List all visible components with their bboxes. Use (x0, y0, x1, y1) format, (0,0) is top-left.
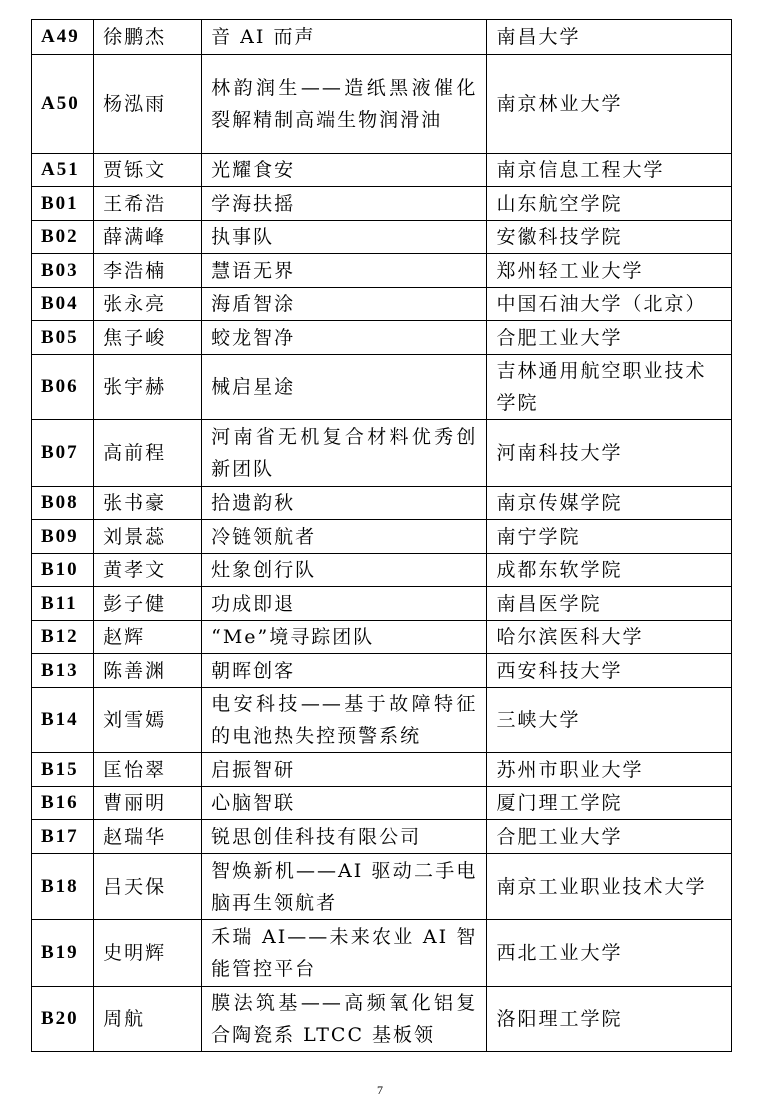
person-name: 吕天保 (94, 854, 202, 920)
table-row (32, 820, 732, 854)
row-number: B13 (32, 654, 94, 688)
row-number: B08 (32, 487, 94, 520)
team-name: 学海扶摇 (202, 187, 487, 221)
team-name: 锐思创佳科技有限公司 (202, 820, 487, 854)
person-name: 张宇赫 (94, 355, 202, 420)
table-row (32, 254, 732, 288)
table-row (32, 554, 732, 587)
table-row (32, 520, 732, 554)
row-number: B03 (32, 254, 94, 288)
team-name: 械启星途 (202, 355, 487, 420)
table-row (32, 154, 732, 187)
table-row (32, 621, 732, 654)
row-number: B12 (32, 621, 94, 654)
table-row (32, 187, 732, 221)
table-row (32, 688, 732, 753)
table-row (32, 854, 732, 920)
row-number: A50 (32, 55, 94, 154)
team-name: 海盾智涂 (202, 288, 487, 321)
team-name: 电安科技——基于故障特征的电池热失控预警系统 (202, 688, 487, 753)
row-number: B02 (32, 221, 94, 254)
row-number: B15 (32, 753, 94, 787)
school-name: 苏州市职业大学 (487, 753, 732, 787)
team-name: 膜法筑基——高频氧化铝复合陶瓷系 LTCC 基板领 (202, 987, 487, 1052)
team-name: 光耀食安 (202, 154, 487, 187)
row-number: B07 (32, 420, 94, 487)
row-number: B20 (32, 987, 94, 1052)
school-name: 南昌大学 (487, 20, 732, 55)
school-name: 河南科技大学 (487, 420, 732, 487)
team-name: “Me”境寻踪团队 (202, 621, 487, 654)
team-name: 心脑智联 (202, 787, 487, 820)
person-name: 彭子健 (94, 587, 202, 621)
person-name: 徐鹏杰 (94, 20, 202, 55)
row-number: B14 (32, 688, 94, 753)
row-number: B10 (32, 554, 94, 587)
team-name: 执事队 (202, 221, 487, 254)
school-name: 南京林业大学 (487, 55, 732, 154)
school-name: 西安科技大学 (487, 654, 732, 688)
school-name: 郑州轻工业大学 (487, 254, 732, 288)
row-number: B17 (32, 820, 94, 854)
table-row (32, 288, 732, 321)
school-name: 厦门理工学院 (487, 787, 732, 820)
person-name: 张永亮 (94, 288, 202, 321)
table-row (32, 987, 732, 1052)
team-name: 启振智研 (202, 753, 487, 787)
table-row (32, 753, 732, 787)
school-name: 南京工业职业技术大学 (487, 854, 732, 920)
table-row (32, 55, 732, 154)
row-number: B19 (32, 920, 94, 987)
school-name: 成都东软学院 (487, 554, 732, 587)
person-name: 陈善渊 (94, 654, 202, 688)
team-name: 河南省无机复合材料优秀创新团队 (202, 420, 487, 487)
person-name: 焦子峻 (94, 321, 202, 355)
person-name: 匡怡翠 (94, 753, 202, 787)
row-number: B04 (32, 288, 94, 321)
team-name: 功成即退 (202, 587, 487, 621)
school-name: 合肥工业大学 (487, 820, 732, 854)
table-row (32, 920, 732, 987)
table-row (32, 420, 732, 487)
school-name: 南昌医学院 (487, 587, 732, 621)
row-number: A51 (32, 154, 94, 187)
school-name: 安徽科技学院 (487, 221, 732, 254)
school-name: 西北工业大学 (487, 920, 732, 987)
team-name: 蛟龙智净 (202, 321, 487, 355)
person-name: 杨泓雨 (94, 55, 202, 154)
school-name: 洛阳理工学院 (487, 987, 732, 1052)
table-row (32, 321, 732, 355)
table-row (32, 487, 732, 520)
person-name: 周航 (94, 987, 202, 1052)
table-row (32, 221, 732, 254)
person-name: 高前程 (94, 420, 202, 487)
school-name: 吉林通用航空职业技术学院 (487, 355, 732, 420)
person-name: 贾铄文 (94, 154, 202, 187)
table-row (32, 654, 732, 688)
team-name: 智焕新机——AI 驱动二手电脑再生领航者 (202, 854, 487, 920)
team-name: 灶象创行队 (202, 554, 487, 587)
team-name: 冷链领航者 (202, 520, 487, 554)
person-name: 曹丽明 (94, 787, 202, 820)
row-number: B06 (32, 355, 94, 420)
person-name: 赵辉 (94, 621, 202, 654)
person-name: 张书豪 (94, 487, 202, 520)
person-name: 刘景蕊 (94, 520, 202, 554)
school-name: 三峡大学 (487, 688, 732, 753)
table-row (32, 587, 732, 621)
team-name: 音 AI 而声 (202, 20, 487, 55)
school-name: 南京传媒学院 (487, 487, 732, 520)
row-number: B09 (32, 520, 94, 554)
team-name: 朝晖创客 (202, 654, 487, 688)
team-name: 慧语无界 (202, 254, 487, 288)
school-name: 南京信息工程大学 (487, 154, 732, 187)
school-name: 合肥工业大学 (487, 321, 732, 355)
person-name: 李浩楠 (94, 254, 202, 288)
school-name: 山东航空学院 (487, 187, 732, 221)
roster-table (31, 19, 732, 1052)
person-name: 史明辉 (94, 920, 202, 987)
team-name: 林韵润生——造纸黑液催化裂解精制高端生物润滑油 (202, 55, 487, 154)
school-name: 哈尔滨医科大学 (487, 621, 732, 654)
team-name: 拾遗韵秋 (202, 487, 487, 520)
row-number: B05 (32, 321, 94, 355)
table-row (32, 787, 732, 820)
row-number: B01 (32, 187, 94, 221)
person-name: 刘雪嫣 (94, 688, 202, 753)
person-name: 黄孝文 (94, 554, 202, 587)
page-number: 7 (377, 1083, 383, 1097)
team-name: 禾瑞 AI——未来农业 AI 智能管控平台 (202, 920, 487, 987)
person-name: 王希浩 (94, 187, 202, 221)
row-number: A49 (32, 20, 94, 55)
table-row (32, 20, 732, 55)
row-number: B16 (32, 787, 94, 820)
table-row (32, 355, 732, 420)
person-name: 薛满峰 (94, 221, 202, 254)
row-number: B11 (32, 587, 94, 621)
person-name: 赵瑞华 (94, 820, 202, 854)
row-number: B18 (32, 854, 94, 920)
school-name: 南宁学院 (487, 520, 732, 554)
school-name: 中国石油大学（北京） (487, 288, 732, 321)
